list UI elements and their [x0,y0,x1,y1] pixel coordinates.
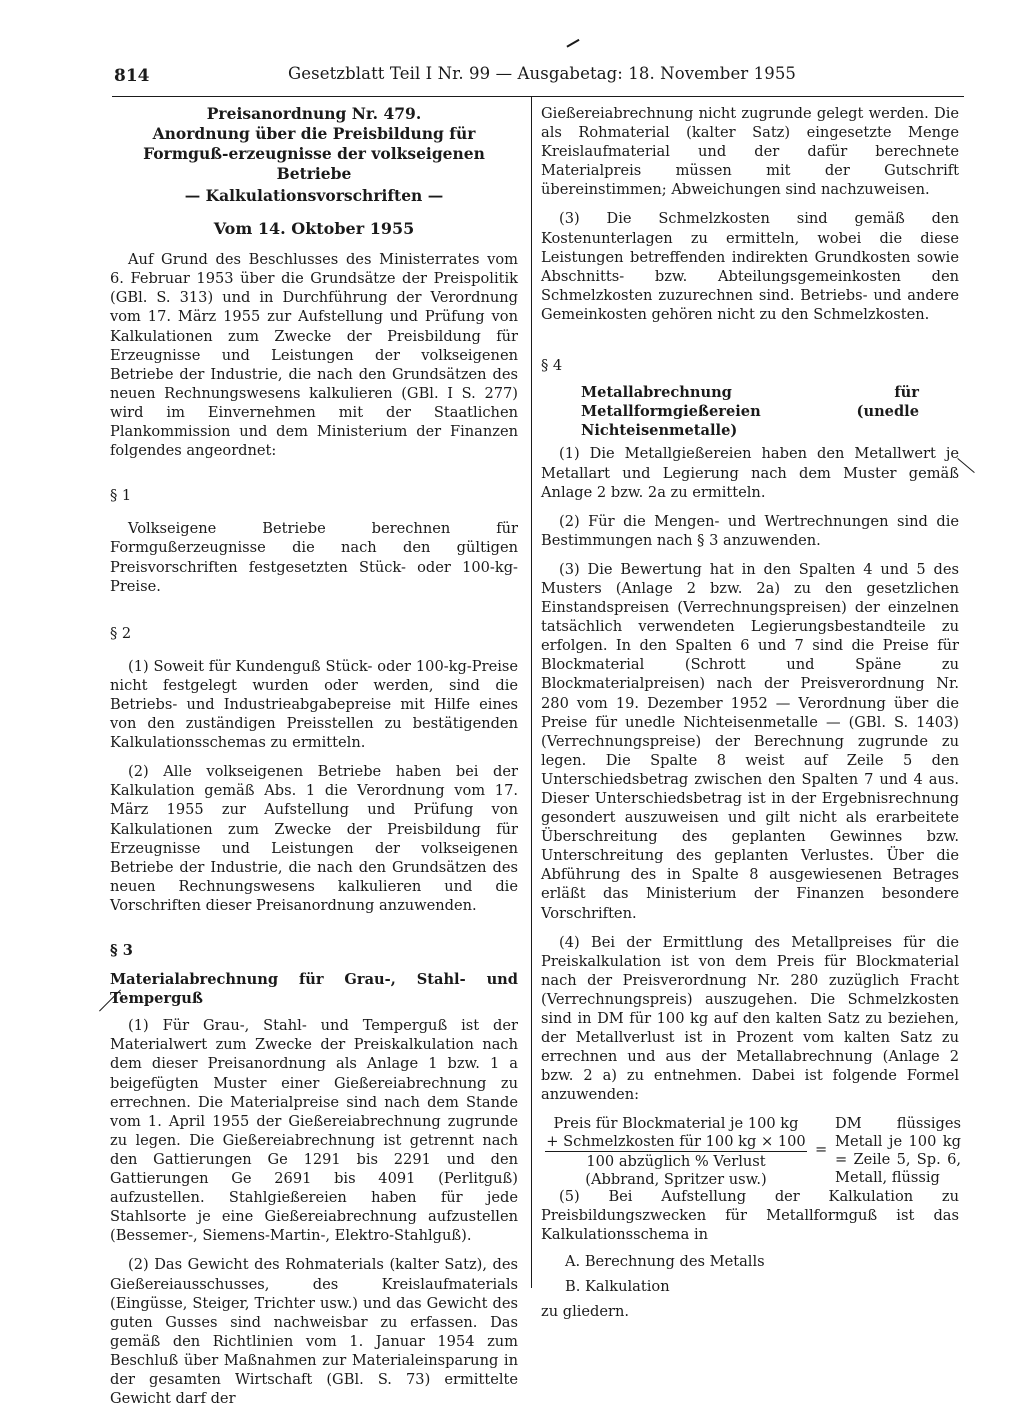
section-1-title: § 1 [110,487,132,505]
formula-denominator-line-1: 100 abzüglich % Verlust [586,1152,766,1170]
header-rule [112,96,964,97]
section-2-title: § 2 [110,624,132,642]
price-formula [541,1114,961,1188]
column-divider [531,96,532,1288]
ordinance-date: Vom 14. Oktober 1955 [213,219,415,239]
section-4-paragraph-4: (4) Bei der Ermittlung des Metallpreises für die Preiskalkulation ist von dem Preis für Blockmaterial nach der Preisverordnung Nr. 280 zuzüglich Fracht (Verrechnungspreis) auszugehen. Die Schmelzkosten sind in DM für 100 kg auf den kalten Satz zu beziehen, der Metallverlust ist in Prozent vom kalten Satz zu errechnen und aus der Metallabrechnung (Anlage 2 bzw. 2 a) zu entnehmen. Dabei ist folgende Formel anzuwenden: [541,933,959,1104]
formula-equals: = [815,1140,828,1158]
fraction-bar [545,1151,807,1152]
page-number: 814 [114,66,150,86]
page-header [0,60,1024,90]
list-item-b: B. Kalkulation [565,1277,670,1295]
formula-numerator [541,1115,811,1151]
formula-result: DM flüssiges Metall je 100 kg = Zeile 5, Sp. 6, Metall, flüssig [835,1114,961,1186]
left-column [110,104,518,1408]
pen-mark [566,39,581,51]
section-3-paragraph-1: (1) Für Grau-, Stahl- und Temperguß ist der Materialwert zum Zwecke der Preiskalkulation nach dem dieser Preisanordnung als Anlage 1 bzw. 1 a beigefügten Muster einer Gießereiabrechnung zu errechnen. Die Materialpreise sind nach dem Stande vom 1. April 1955 der Gießereiabrechnung zugrunde zu legen. Die Gießereiabrechnung ist getrennt nach den Gattierungen Ge 1291 bis 2291 und den Gattierungen Ge 2691 bis 4091 (Perlitguß) aufzustellen. Stahlgießereien haben für jede Stahlsorte je eine Gießereiabrechnung aufzustellen (Bessemer-, Siemens-Martin-, Elektro-Stahlguß). [110,1017,518,1245]
section-4-subtitle: Metallabrechnung für Metallformgießereien (unedle Nichteisenmetalle) [581,384,919,440]
ordinance-title: Anordnung über die Preisbildung für Formguß-erzeugnisse der volkseigenen Betriebe [143,124,485,183]
formula-denominator [551,1153,801,1189]
section-2-paragraph-2: (2) Alle volkseigenen Betriebe haben bei der Kalkulation gemäß Abs. 1 die Verordnung vom 17. März 1955 zur Aufstellung und Prüfung von Kalkulationen zum Zwecke der Preisbildung für Erzeugnisse und Leistungen der volkseigenen Betriebe der Industrie, die nach den Grundsätzen des neuen Rechnungswesens kalkulieren und die Vorschriften dieser Preisanordnung anzuwenden. [110,763,518,914]
section-3-paragraph-2: (2) Das Gewicht des Rohmaterials (kalter Satz), des Gießereiausschusses, des Kreislaufmaterials (Eingüsse, Steiger, Trichter usw.) und das Gewicht des guten Gusses sind nachweisbar zu erfassen. Das gemäß den Richtlinien vom 1. Januar 1954 zum Beschluß über Maßnahmen zur Materialeinsparung in der gesamten Wirtschaft (GBl. S. 73) ermittelte Gewicht darf der [110,1256,518,1408]
header-title: Gesetzblatt Teil I Nr. 99 — Ausgabetag: 18. November 1955 [288,64,797,83]
ordinance-subtitle: — Kalkulationsvorschriften — [184,186,444,205]
section-3-subtitle: Materialabrechnung für Grau-, Stahl- und Temperguß [110,971,518,1008]
list-item-a: A. Berechnung des Metalls [565,1252,765,1270]
section-4-paragraph-3: (3) Die Bewertung hat in den Spalten 4 und 5 des Musters (Anlage 2 bzw. 2a) zu den gesetzlichen Einstandspreisen (Verrechnungspreisen) der einzelnen tatsächlich verwendeten Legierungsbestandteile zu erfolgen. In den Spalten 6 und 7 sind die Preise für Blockmaterial (Schrott und Späne zu Blockmaterialpreisen) nach der Preisverordnung Nr. 280 vom 19. Dezember 1952 — Verordnung über die Preise für unedle Nichteisenmetalle — (GBl. S. 1403) (Verrechnungspreise) der Berechnung zugrunde zu legen. Die Spalte 8 weist auf Zeile 5 den Unterschiedsbetrag zwischen den Spalten 7 und 4 aus. Dieser Unterschiedsbetrag ist in der Ergebnisrechnung gesondert auszuweisen und gilt nicht als erarbeitete Überschreitung des geplanten Gewinnes bzw. Unterschreitung des geplanten Verlustes. Über die Abführung des in Spalte 8 ausgewiesenen Betrages erläßt das Ministerium der Finanzen besondere Vorschriften. [541,560,959,922]
continued-text: Gießereiabrechnung nicht zugrunde gelegt werden. Die als Rohmaterial (kalter Satz) eingesetzte Menge Kreislaufmaterial und der dafür berechnete Materialpreis müssen mit der Gutschrift übereinstimmen; Abweichungen sind nachzuweisen. [541,105,959,199]
section-4-paragraph-1: (1) Die Metallgießereien haben den Metallwert je Metallart und Legierung nach dem Muster gemäß Anlage 2 bzw. 2a zu ermitteln. [541,445,959,501]
section-4-title: § 4 [541,357,563,375]
formula-numerator-line-1: Preis für Blockmaterial je 100 kg [553,1114,799,1132]
section-3-paragraph-3: (3) Die Schmelzkosten sind gemäß den Kostenunterlagen zu ermitteln, wobei die diese Leistungen betreffenden indirekten Grundkosten sowie Abschnitts- bzw. Abteilungsgemeinkosten den Schmelzkosten zuzurechnen sind. Betriebs- und andere Gemeinkosten gehören nicht zu den Schmelzkosten. [541,210,959,323]
closing-text: zu gliedern. [541,1302,630,1320]
formula-denominator-line-2: (Abbrand, Spritzer usw.) [585,1170,767,1188]
margin-mark [957,458,974,473]
formula-numerator-line-2: + Schmelzkosten für 100 kg × 100 [546,1132,806,1150]
section-4-paragraph-2: (2) Für die Mengen- und Wertrechnungen sind die Bestimmungen nach § 3 anzuwenden. [541,512,959,549]
ordinance-number: Preisanordnung Nr. 479. [206,104,422,123]
section-1-text: Volkseigene Betriebe berechnen für Formgußerzeugnisse die nach den gültigen Preisvorschriften festgesetzten Stück- oder 100-kg-Preise. [110,520,518,595]
section-3-title: § 3 [110,942,133,959]
preamble: Auf Grund des Beschlusses des Ministerrates vom 6. Februar 1953 über die Grundsätze der Preispolitik (GBl. S. 313) und in Durchführung der Verordnung vom 17. März 1955 zur Aufstellung und Prüfung von Kalkulationen zum Zwecke der Preisbildung für Erzeugnisse und Leistungen der volkseigenen Betriebe der Industrie, die nach den Grundsätzen des neuen Rechnungswesens kalkulieren (GBl. I S. 277) wird im Einvernehmen mit der Staatlichen Plankommission und dem Ministerium der Finanzen folgendes angeordnet: [110,251,518,460]
section-4-paragraph-5: (5) Bei Aufstellung der Kalkulation zu Preisbildungszwecken für Metallformguß ist das Kalkulationsschema in [541,1187,959,1243]
section-2-paragraph-1: (1) Soweit für Kundenguß Stück- oder 100-kg-Preise nicht festgelegt wurden oder werden, sind die Betriebs- und Industrieabgabepreise mit Hilfe eines von den zuständigen Preisstellen zu bestätigenden Kalkulationsschemas zu ermitteln. [110,657,518,752]
right-column [541,104,959,1321]
